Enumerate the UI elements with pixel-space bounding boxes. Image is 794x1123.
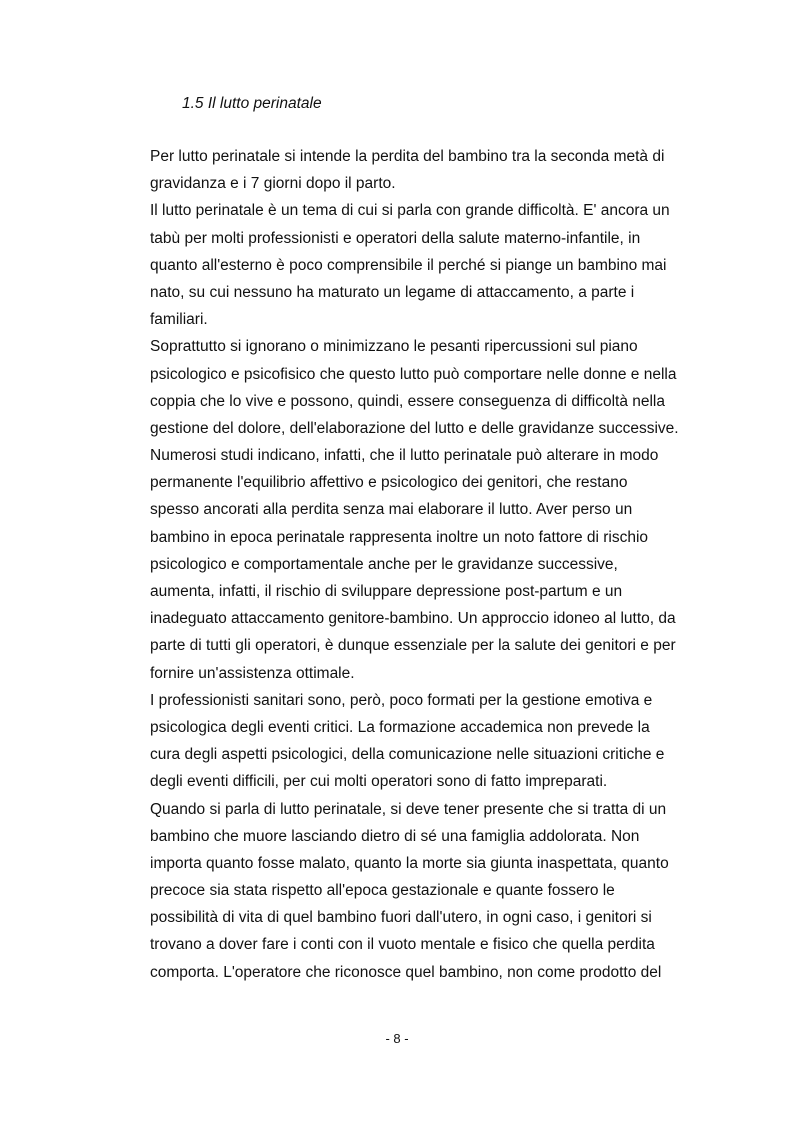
section-heading: 1.5 Il lutto perinatale: [182, 95, 322, 112]
text-line: Soprattutto si ignorano o minimizzano le pesanti ripercussioni sul piano: [150, 338, 638, 356]
body-text: [150, 143, 710, 986]
text-line: gestione del dolore, dell'elaborazione del lutto e delle gravidanze successive.: [150, 419, 679, 437]
text-line: psicologico e psicofisico che questo lutto può comportare nelle donne e nella: [150, 365, 677, 383]
text-line: tabù per molti professionisti e operatori della salute materno-infantile, in: [150, 229, 641, 247]
text-line: fornire un'assistenza ottimale.: [150, 664, 355, 682]
text-line: nato, su cui nessuno ha maturato un legame di attaccamento, a parte i: [150, 283, 635, 301]
text-line: aumenta, infatti, il rischio di sviluppare depressione post-partum e un: [150, 583, 623, 600]
text-line: cura degli aspetti psicologici, della comunicazione nelle situazioni critiche e: [150, 746, 665, 764]
text-line: I professionisti sanitari sono, però, poco formati per la gestione emotiva e: [150, 691, 653, 709]
text-line: psicologico e comportamentale anche per le gravidanze successive,: [150, 555, 618, 573]
text-line: parte di tutti gli operatori, è dunque essenziale per la salute dei genitori e per: [150, 637, 676, 655]
text-line: inadeguato attaccamento genitore-bambino. Un approccio idoneo al lutto, da: [150, 610, 676, 628]
text-line: coppia che lo vive e possono, quindi, essere conseguenza di difficoltà nella: [150, 392, 665, 410]
text-line: comporta. L'operatore che riconosce quel bambino, non come prodotto del: [150, 963, 662, 981]
text-line: bambino in epoca perinatale rappresenta inoltre un noto fattore di rischio: [150, 528, 649, 546]
text-line: quanto all'esterno è poco comprensibile il perché si piange un bambino mai: [150, 256, 667, 274]
text-line: Quando si parla di lutto perinatale, si deve tener presente che si tratta di un: [150, 800, 667, 818]
text-line: precoce sia stata rispetto all'epoca gestazionale e quante fossero le: [150, 882, 615, 900]
text-line: trovano a dover fare i conti con il vuoto mentale e fisico che quella perdita: [150, 936, 655, 954]
text-line: possibilità di vita di quel bambino fuori dall'utero, in ogni caso, i genitori si: [150, 909, 652, 927]
text-line: psicologica degli eventi critici. La formazione accademica non prevede la: [150, 718, 650, 736]
text-line: Per lutto perinatale si intende la perdita del bambino tra la seconda metà di: [150, 148, 665, 165]
text-line: Numerosi studi indicano, infatti, che il lutto perinatale può alterare in modo: [150, 447, 659, 465]
text-line: Il lutto perinatale è un tema di cui si parla con grande difficoltà. E' ancora un: [150, 202, 670, 220]
text-line: familiari.: [150, 311, 208, 329]
text-line: spesso ancorati alla perdita senza mai elaborare il lutto. Aver perso un: [150, 501, 633, 519]
text-line: permanente l'equilibrio affettivo e psicologico dei genitori, che restano: [150, 474, 628, 492]
text-line: bambino che muore lasciando dietro di sé una famiglia addolorata. Non: [150, 827, 640, 845]
text-line: degli eventi difficili, per cui molti operatori sono di fatto impreparati.: [150, 773, 608, 791]
text-line: importa quanto fosse malato, quanto la morte sia giunta inaspettata, quanto: [150, 854, 669, 872]
text-line: gravidanza e i 7 giorni dopo il parto.: [150, 175, 396, 193]
page-number: - 8 -: [385, 1031, 409, 1046]
